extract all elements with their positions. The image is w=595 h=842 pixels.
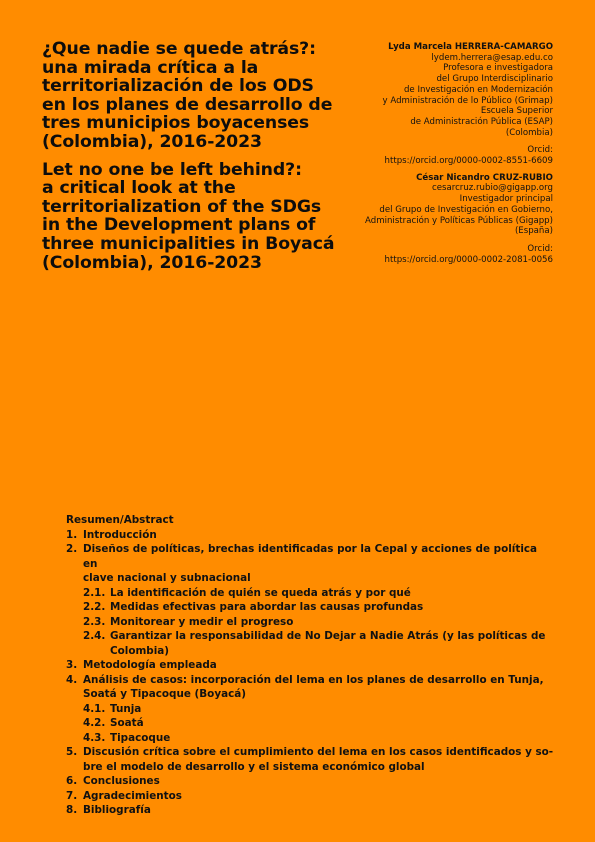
toc-number: 8. — [66, 804, 78, 816]
author-affiliation: Escuela Superior — [480, 106, 553, 117]
toc-label-line: clave nacional y subnacional — [83, 572, 251, 584]
orcid-block — [343, 244, 553, 265]
toc-label — [110, 731, 554, 746]
title-line: tres municipios boyacenses — [42, 113, 310, 134]
author-affiliation: Investigador principal — [459, 194, 553, 205]
toc-label — [110, 586, 554, 601]
toc-label-line: Garantizar la responsabilidad de No Dejar a Nadie Atrás (y las políticas de — [110, 630, 546, 642]
toc-label-line: La identificación de quién se queda atrás y por qué — [110, 586, 411, 599]
toc-label-line: Discusión crítica sobre el cumplimiento del lema en los casos identificados y so- — [83, 746, 554, 758]
toc-label-line: Análisis de casos: incorporación del lema en los planes de desarrollo en Tunja, — [83, 673, 544, 686]
toc-number: 5. — [66, 746, 78, 758]
toc-item[interactable] — [66, 658, 554, 673]
orcid-link[interactable]: https://orcid.org/0000-0002-8551-6609 — [384, 156, 553, 167]
author-name: César Nicandro CRUZ-RUBIO — [416, 172, 553, 183]
author-country: (Colombia) — [505, 127, 553, 138]
toc-label-line: bre el modelo de desarrollo y el sistema económico global — [83, 760, 425, 773]
toc-subitem[interactable] — [66, 586, 554, 601]
toc-label — [110, 629, 554, 658]
title-line: territorialización de los ODS — [42, 76, 314, 97]
toc-number: 2.4. — [83, 630, 106, 642]
toc-number: 1. — [66, 528, 78, 541]
toc-item[interactable] — [66, 673, 554, 702]
orcid-label: Orcid: — [527, 145, 553, 156]
title-line: a critical look at the — [42, 178, 236, 199]
toc-number: 4. — [66, 673, 78, 686]
toc-number: 4.1. — [83, 702, 106, 715]
authors-block — [343, 42, 553, 265]
toc-subitem[interactable] — [66, 716, 554, 731]
toc-number: 3. — [66, 659, 78, 671]
orcid-label: Orcid: — [527, 243, 553, 254]
toc-item[interactable] — [66, 745, 554, 774]
toc-subitem[interactable] — [66, 615, 554, 630]
author-email[interactable]: lydem.herrera@esap.edu.co — [431, 52, 553, 63]
toc-label — [110, 702, 554, 717]
author-affiliation: de Investigación en Modernización — [403, 84, 553, 95]
toc-label — [83, 658, 554, 673]
toc-label — [110, 615, 554, 630]
title-block — [42, 40, 352, 272]
toc-label-line: Colombia) — [110, 644, 170, 657]
toc-number: 4.2. — [83, 717, 106, 729]
author-affiliation: Administración y Políticas Públicas (Gigapp) — [365, 215, 553, 226]
toc-subitem[interactable] — [66, 600, 554, 615]
title-line: territorialization of the SDGs — [42, 196, 322, 217]
title-line: three municipalities in Boyacá — [42, 233, 335, 254]
toc-label — [83, 542, 554, 586]
author-cruz — [343, 173, 553, 266]
title-line: (Colombia), 2016-2023 — [42, 131, 262, 152]
toc-label — [83, 789, 554, 804]
toc-label — [83, 673, 554, 702]
toc-label-line: Medidas efectivas para abordar las causas profundas — [110, 601, 424, 613]
author-affiliation: y Administración de lo Público (Grimap) — [382, 95, 553, 106]
title-english — [42, 161, 352, 273]
toc-number: 2.2. — [83, 601, 106, 613]
author-affiliation: Profesora e investigadora — [443, 63, 553, 74]
toc-label-line: Soatá y Tipacoque (Boyacá) — [83, 688, 247, 700]
toc-label-line: Conclusiones — [83, 775, 160, 787]
toc-subitem[interactable] — [66, 731, 554, 746]
toc-label-line: Metodología empleada — [83, 659, 217, 671]
toc-list — [66, 528, 554, 818]
table-of-contents — [66, 513, 554, 818]
title-line: ¿Que nadie se quede atrás?: — [42, 39, 316, 59]
toc-label — [83, 528, 554, 543]
title-spanish — [42, 40, 352, 152]
title-line: en los planes de desarrollo de — [42, 94, 333, 115]
toc-subitem[interactable] — [66, 629, 554, 658]
toc-subitem[interactable] — [66, 702, 554, 717]
toc-item[interactable] — [66, 774, 554, 789]
toc-number: 6. — [66, 775, 78, 787]
author-affiliation: del Grupo Interdisciplinario — [436, 74, 553, 85]
toc-label-line: Soatá — [110, 717, 144, 729]
toc-heading[interactable]: Resumen/Abstract — [66, 514, 174, 526]
toc-item[interactable] — [66, 542, 554, 586]
toc-label — [83, 774, 554, 789]
author-email[interactable]: cesarcruz.rubio@gigapp.org — [431, 183, 553, 194]
toc-number: 2.3. — [83, 615, 106, 628]
author-herrera — [343, 42, 553, 167]
author-country: (España) — [514, 226, 553, 237]
toc-label-line: Monitorear y medir el progreso — [110, 615, 294, 628]
orcid-link[interactable]: https://orcid.org/0000-0002-2081-0056 — [384, 254, 553, 265]
toc-label — [83, 745, 554, 774]
title-line: (Colombia), 2016-2023 — [42, 252, 262, 273]
author-affiliation: de Administración Pública (ESAP) — [410, 116, 553, 127]
orcid-block — [343, 145, 553, 166]
toc-number: 7. — [66, 789, 78, 802]
author-name: Lyda Marcela HERRERA-CAMARGO — [388, 42, 553, 52]
toc-label-line: Bibliografía — [83, 804, 151, 816]
toc-label — [110, 716, 554, 731]
title-line: una mirada crítica a la — [42, 57, 259, 78]
author-affiliation: del Grupo de Investigación en Gobierno, — [379, 204, 553, 215]
title-line: in the Development plans of — [42, 215, 316, 236]
toc-number: 2. — [66, 543, 78, 555]
toc-label-line: Introducción — [83, 528, 157, 541]
toc-number: 4.3. — [83, 731, 106, 744]
toc-label-line: Agradecimientos — [83, 789, 182, 802]
toc-label — [110, 600, 554, 615]
toc-label-line: Diseños de políticas, brechas identificadas por la Cepal y acciones de política en — [83, 543, 538, 570]
toc-label-line: Tipacoque — [110, 731, 171, 744]
toc-label — [83, 803, 554, 818]
toc-item[interactable] — [66, 528, 554, 543]
toc-item[interactable] — [66, 789, 554, 804]
toc-label-line: Tunja — [110, 702, 142, 715]
title-line: Let no one be left behind?: — [42, 159, 302, 180]
toc-item[interactable] — [66, 803, 554, 818]
toc-number: 2.1. — [83, 586, 106, 599]
